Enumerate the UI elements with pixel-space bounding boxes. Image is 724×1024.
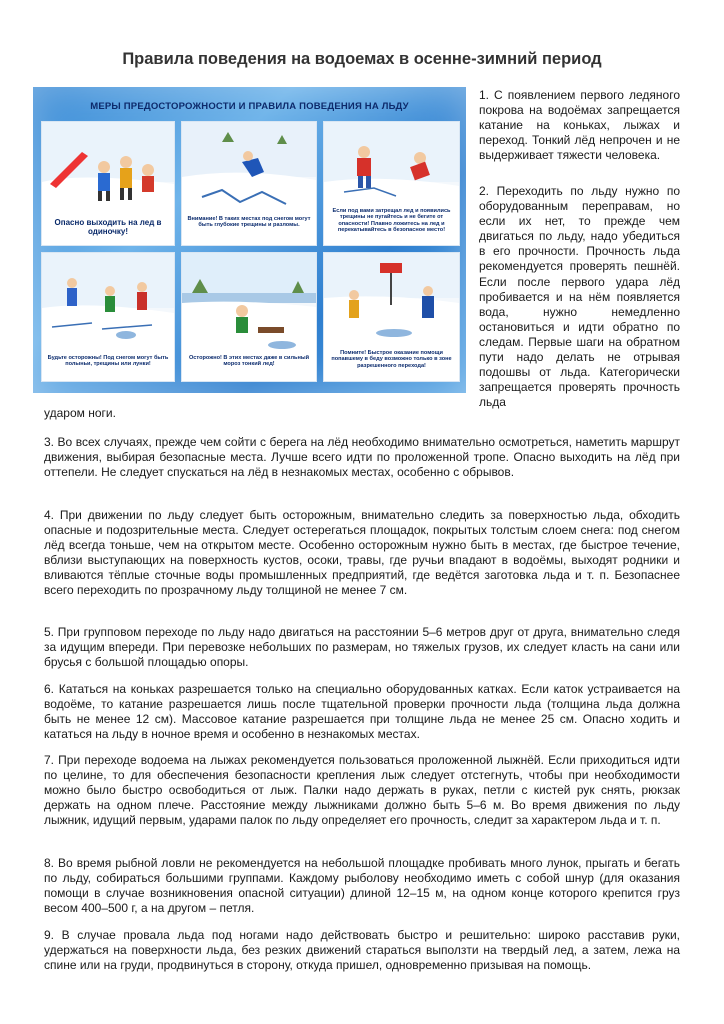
paragraph-2: 2. Переходить по льду нужно по оборудованным переправам, но если их нет, то прежде чем двигаться по льду, надо убедиться в его прочности. Прочность льда рекомендуется проверять пешнёй. Если после первого удара лёд пробивается и на нём появляется вода, нужно немедленно остановиться и идти обратно по следам. Первые шаги на обратном пути надо делать не отрывая подошвы от льда. Категорически запрещается проверять прочность льда <box>479 184 680 410</box>
caption-help: Помните! Быстрое оказание помощи попавшему в беду возможно только в зоне разрешенного перехода! <box>331 350 452 369</box>
paragraph-4: 4. При движении по льду следует быть осторожным, внимательно следить за поверхностью льда, обходить опасные и подозрительные места. Следует остерегаться площадок, покрытых толстым слоем снега: под снегом лёд всегда тоньше, чем на открытом месте. Особенно осторожным нужно быть в местах, где быстрое течение, вблизи выступающих на поверхность кустов, осоки, травы, где ручьи впадают в водоёмы, выходят родники и вливаются тёплые сточные воды промышленных предприятий, где ведётся заготовка льда и т. п. Безопаснее всего переходить по прозрачному льду толщиной не менее 7 см. <box>44 508 680 598</box>
paragraph-2-tail: ударом ноги. <box>44 406 116 420</box>
poster-panel-help <box>323 252 460 382</box>
caption-careful: Будьте осторожны! Под снегом могут быть полыньи, трещины или лунки! <box>47 355 169 368</box>
poster-panel-roll <box>323 121 460 246</box>
caption-roll: Если под вами затрещал лед и появились трещины не пугайтесь и не бегите от опасности! Плавно ложитесь на лед и перекатывайтесь в безопасное место! <box>332 208 451 234</box>
page-title: Правила поведения на водоемах в осенне-зимний период <box>122 50 602 68</box>
poster-panel-alone <box>41 121 175 246</box>
caption-alone: Опасно выходить на лед в одиночку! <box>54 218 162 237</box>
paragraph-9: 9. В случае провала льда под ногами надо действовать быстро и решительно: широко расставив руки, удержаться на поверхности льда, без резких движений стараться выползти на твердый лед, а затем, лежа на спине или на груди, продвинуться в сторону, откуда пришел, одновременно призывая на помощь. <box>44 928 680 973</box>
caption-thin-ice: Осторожно! В этих местах даже в сильный мороз тонкий лед! <box>188 355 310 368</box>
caption-cracks: Внимание! В таких местах под снегом могут быть глубокие трещины и разломы. <box>187 216 311 229</box>
safety-poster <box>33 87 466 393</box>
paragraph-6: 6. Кататься на коньках разрешается только на специально оборудованных катках. Если каток устраивается на водоёме, то катание разрешается лишь после тщательной проверки прочности льда (толщина льда должна быть не менее 12 см). Массовое катание разрешается при толщине льда не менее 25 см. Опасно ходить и кататься на льду в ночное время и особенно в незнакомых местах. <box>44 682 680 742</box>
paragraph-7: 7. При переходе водоема на лыжах рекомендуется пользоваться проложенной лыжнёй. Если приходиться идти по целине, то для обеспечения безопасности крепления лыж следует отстегнуть, чтобы при необходимости можно было быстро освободиться от лыж. Палки надо держать в руках, петли с кистей рук снять, рюкзак держать на одном плече. Расстояние между лыжниками должно быть 5–6 м. Во время движения по льду лыжник, идущий первым, ударами палок по льду определяет его прочность, следит за характером льда и т. п. <box>44 753 680 828</box>
poster-panel-thin-ice <box>181 252 317 382</box>
paragraph-3: 3. Во всех случаях, прежде чем сойти с берега на лёд необходимо внимательно осмотреться, наметить маршрут движения, выбирая безопасные места. Лучше всего идти по проложенной тропе. Опасно выходить на лёд при оттепели. Не следует спускаться на лёд в незнакомых местах, особенно с обрывов. <box>44 435 680 480</box>
poster-panel-cracks <box>181 121 317 246</box>
paragraph-8: 8. Во время рыбной ловли не рекомендуется на небольшой площадке пробивать много лунок, прыгать и бегать по льду, собираться большими группами. Каждому рыболову необходимо иметь с собой шнур (для оказания помощи в случае возникновения опасной ситуации) длиной 12–15 м, на одном конце которого крепится груз весом 400–500 г, а на другом – петля. <box>44 856 680 916</box>
paragraph-1: 1. С появлением первого ледяного покрова на водоёмах запрещается катание на коньках, лыжах и переход. Тонкий лёд непрочен и не выдерживает тяжести человека. <box>479 88 680 163</box>
poster-heading: МЕРЫ ПРЕДОСТОРОЖНОСТИ И ПРАВИЛА ПОВЕДЕНИЯ НА ЛЬДУ <box>90 101 409 112</box>
paragraph-5: 5. При групповом переходе по льду надо двигаться на расстоянии 5–6 метров друг от друга, внимательно следя за идущим впереди. При перевозке небольших по размерам, но тяжелых грузов, их следует класть на сани или брусья с большой площадью опоры. <box>44 625 680 670</box>
poster-panel-careful <box>41 252 175 382</box>
